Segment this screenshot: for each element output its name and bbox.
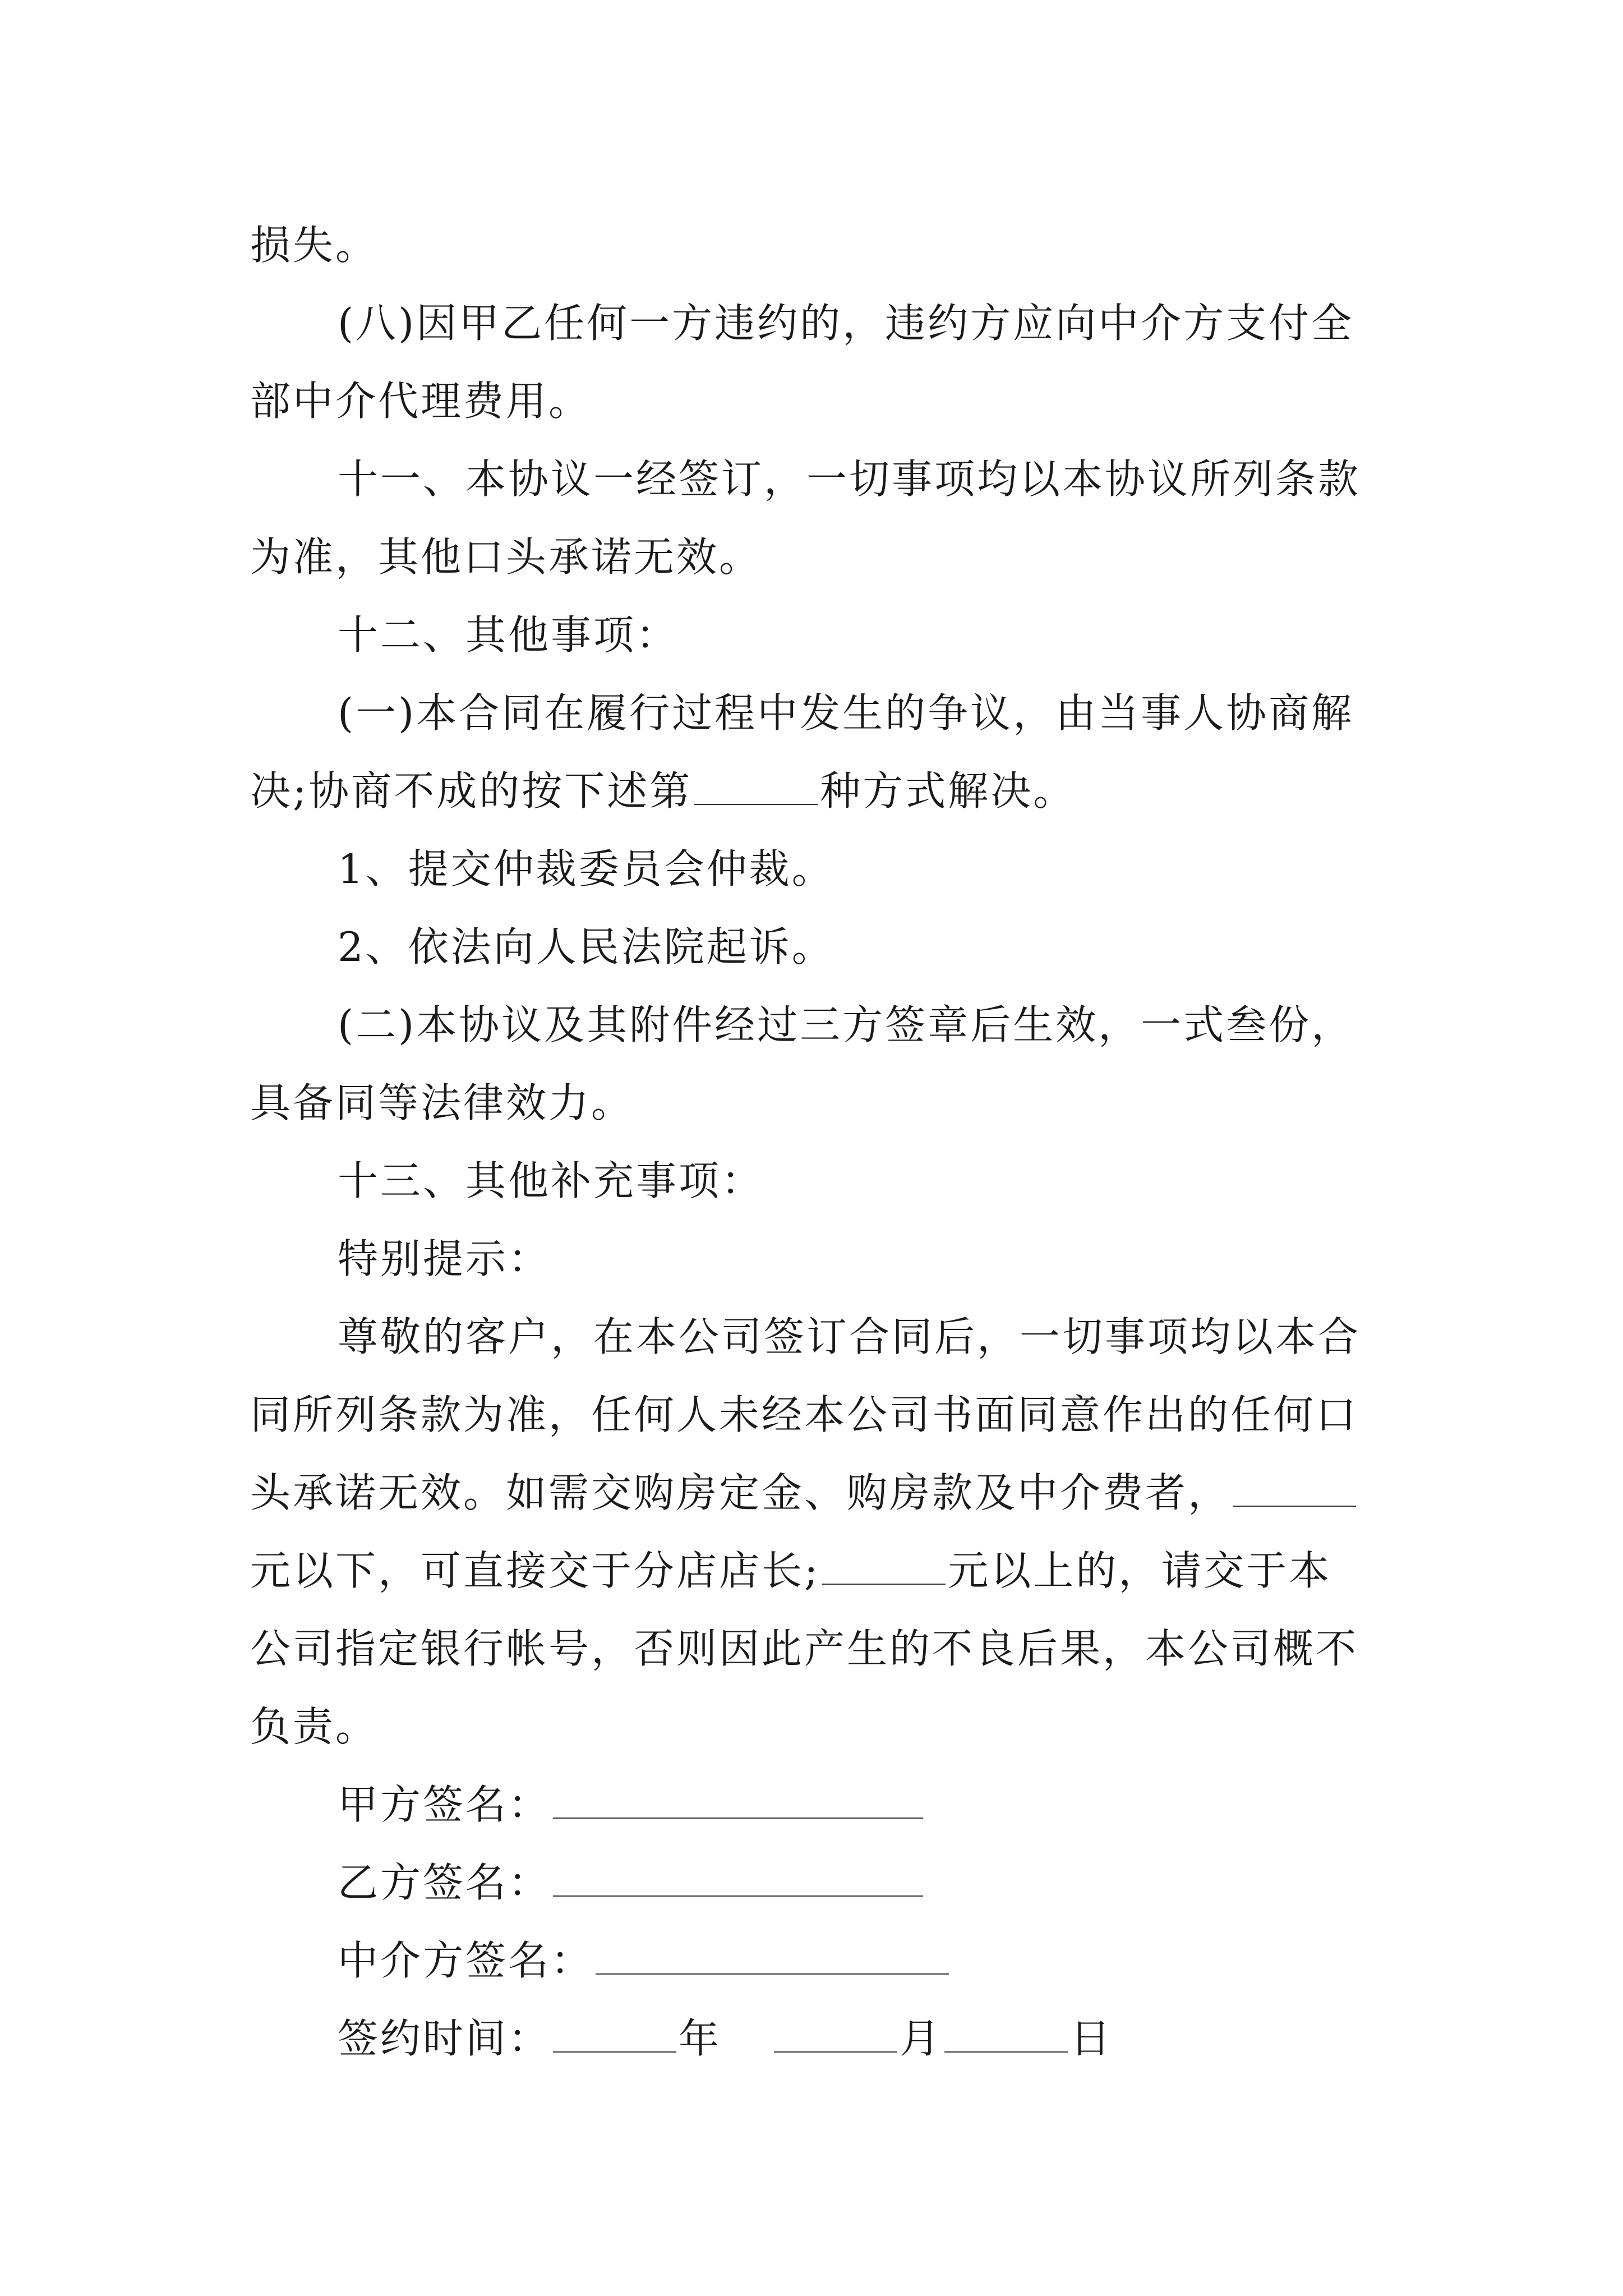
paragraph-line: [250, 1532, 1394, 1610]
text-line: 2、依法向人民法院起诉。: [338, 923, 834, 970]
paragraph-line: [250, 1376, 1394, 1454]
text-line: (八)因甲乙任何一方违约的，违约方应向中介方支付全: [338, 300, 1354, 347]
text-line: 元以下，可直接交于分店店长;: [250, 1547, 820, 1594]
paragraph-line: [250, 206, 1394, 284]
text-line: 1、提交仲裁委员会仲裁。: [338, 845, 834, 892]
signature-party-b: [250, 1844, 1394, 1922]
signature-label: 甲方签名：: [338, 1781, 551, 1828]
paragraph-line: [250, 986, 1394, 1064]
fill-in-blank[interactable]: [822, 1549, 946, 1585]
section-heading: [250, 596, 1394, 674]
paragraph-line: [250, 1688, 1394, 1766]
paragraph-line: [250, 908, 1394, 986]
text-line: 公司指定银行帐号，否则因此产生的不良后果，本公司概不: [250, 1625, 1359, 1672]
paragraph-line: [250, 284, 1394, 362]
document-body: [250, 206, 1394, 2078]
fill-in-blank[interactable]: [1233, 1471, 1356, 1507]
year-label: 年: [679, 2015, 722, 2062]
notice-heading: [250, 1220, 1394, 1298]
paragraph-line: [250, 674, 1394, 752]
section-heading: [250, 1142, 1394, 1220]
paragraph-line: [250, 1454, 1394, 1532]
signature-field[interactable]: [553, 1861, 923, 1897]
signature-field[interactable]: [553, 1783, 923, 1819]
month-label: 月: [900, 2015, 943, 2062]
text-line: 头承诺无效。如需交购房定金、购房款及中介费者，: [250, 1469, 1231, 1516]
text-line: 具备同等法律效力。: [250, 1079, 634, 1126]
text-line: 同所列条款为准，任何人未经本公司书面同意作出的任何口: [250, 1391, 1359, 1438]
text-line: 元以上的，请交于本: [948, 1547, 1332, 1594]
text-line: 为准，其他口头承诺无效。: [250, 533, 762, 581]
text-line: 特别提示：: [338, 1235, 551, 1282]
paragraph-line: [250, 830, 1394, 908]
day-label: 日: [1070, 2015, 1113, 2062]
signing-date: [250, 2000, 1394, 2078]
paragraph-line: [250, 1298, 1394, 1376]
month-field[interactable]: [774, 2017, 897, 2053]
year-field[interactable]: [553, 2017, 676, 2053]
text-line: 部中介代理费用。: [250, 378, 592, 425]
text-line: 损失。: [250, 222, 379, 269]
paragraph-line: [250, 1064, 1394, 1142]
day-field[interactable]: [944, 2017, 1068, 2053]
paragraph-line: [250, 518, 1394, 596]
text-line: 种方式解决。: [820, 767, 1076, 815]
text-line: 负责。: [250, 1703, 379, 1750]
signature-label: 乙方签名：: [338, 1859, 551, 1906]
fill-in-blank[interactable]: [694, 769, 818, 805]
signature-agent: [250, 1922, 1394, 2000]
text-line: 十二、其他事项：: [338, 611, 679, 659]
text-line: (一)本合同在履行过程中发生的争议，由当事人协商解: [338, 689, 1354, 737]
text-line: 十一、本协议一经签订，一切事项均以本协议所列条款: [338, 455, 1361, 503]
text-line: 决;协商不成的按下述第: [250, 767, 693, 815]
paragraph-line: [250, 362, 1394, 440]
signature-label: 中介方签名：: [338, 1937, 594, 1984]
paragraph-line: [250, 752, 1394, 830]
text-line: 十三、其他补充事项：: [338, 1157, 764, 1204]
paragraph-line: [250, 440, 1394, 518]
text-line: 尊敬的客户，在本公司签订合同后，一切事项均以本合: [338, 1313, 1361, 1360]
signature-party-a: [250, 1766, 1394, 1844]
signature-field[interactable]: [596, 1939, 949, 1975]
date-label: 签约时间：: [338, 2015, 551, 2062]
paragraph-line: [250, 1610, 1394, 1688]
text-line: (二)本协议及其附件经过三方签章后生效，一式叁份，: [338, 1001, 1354, 1048]
